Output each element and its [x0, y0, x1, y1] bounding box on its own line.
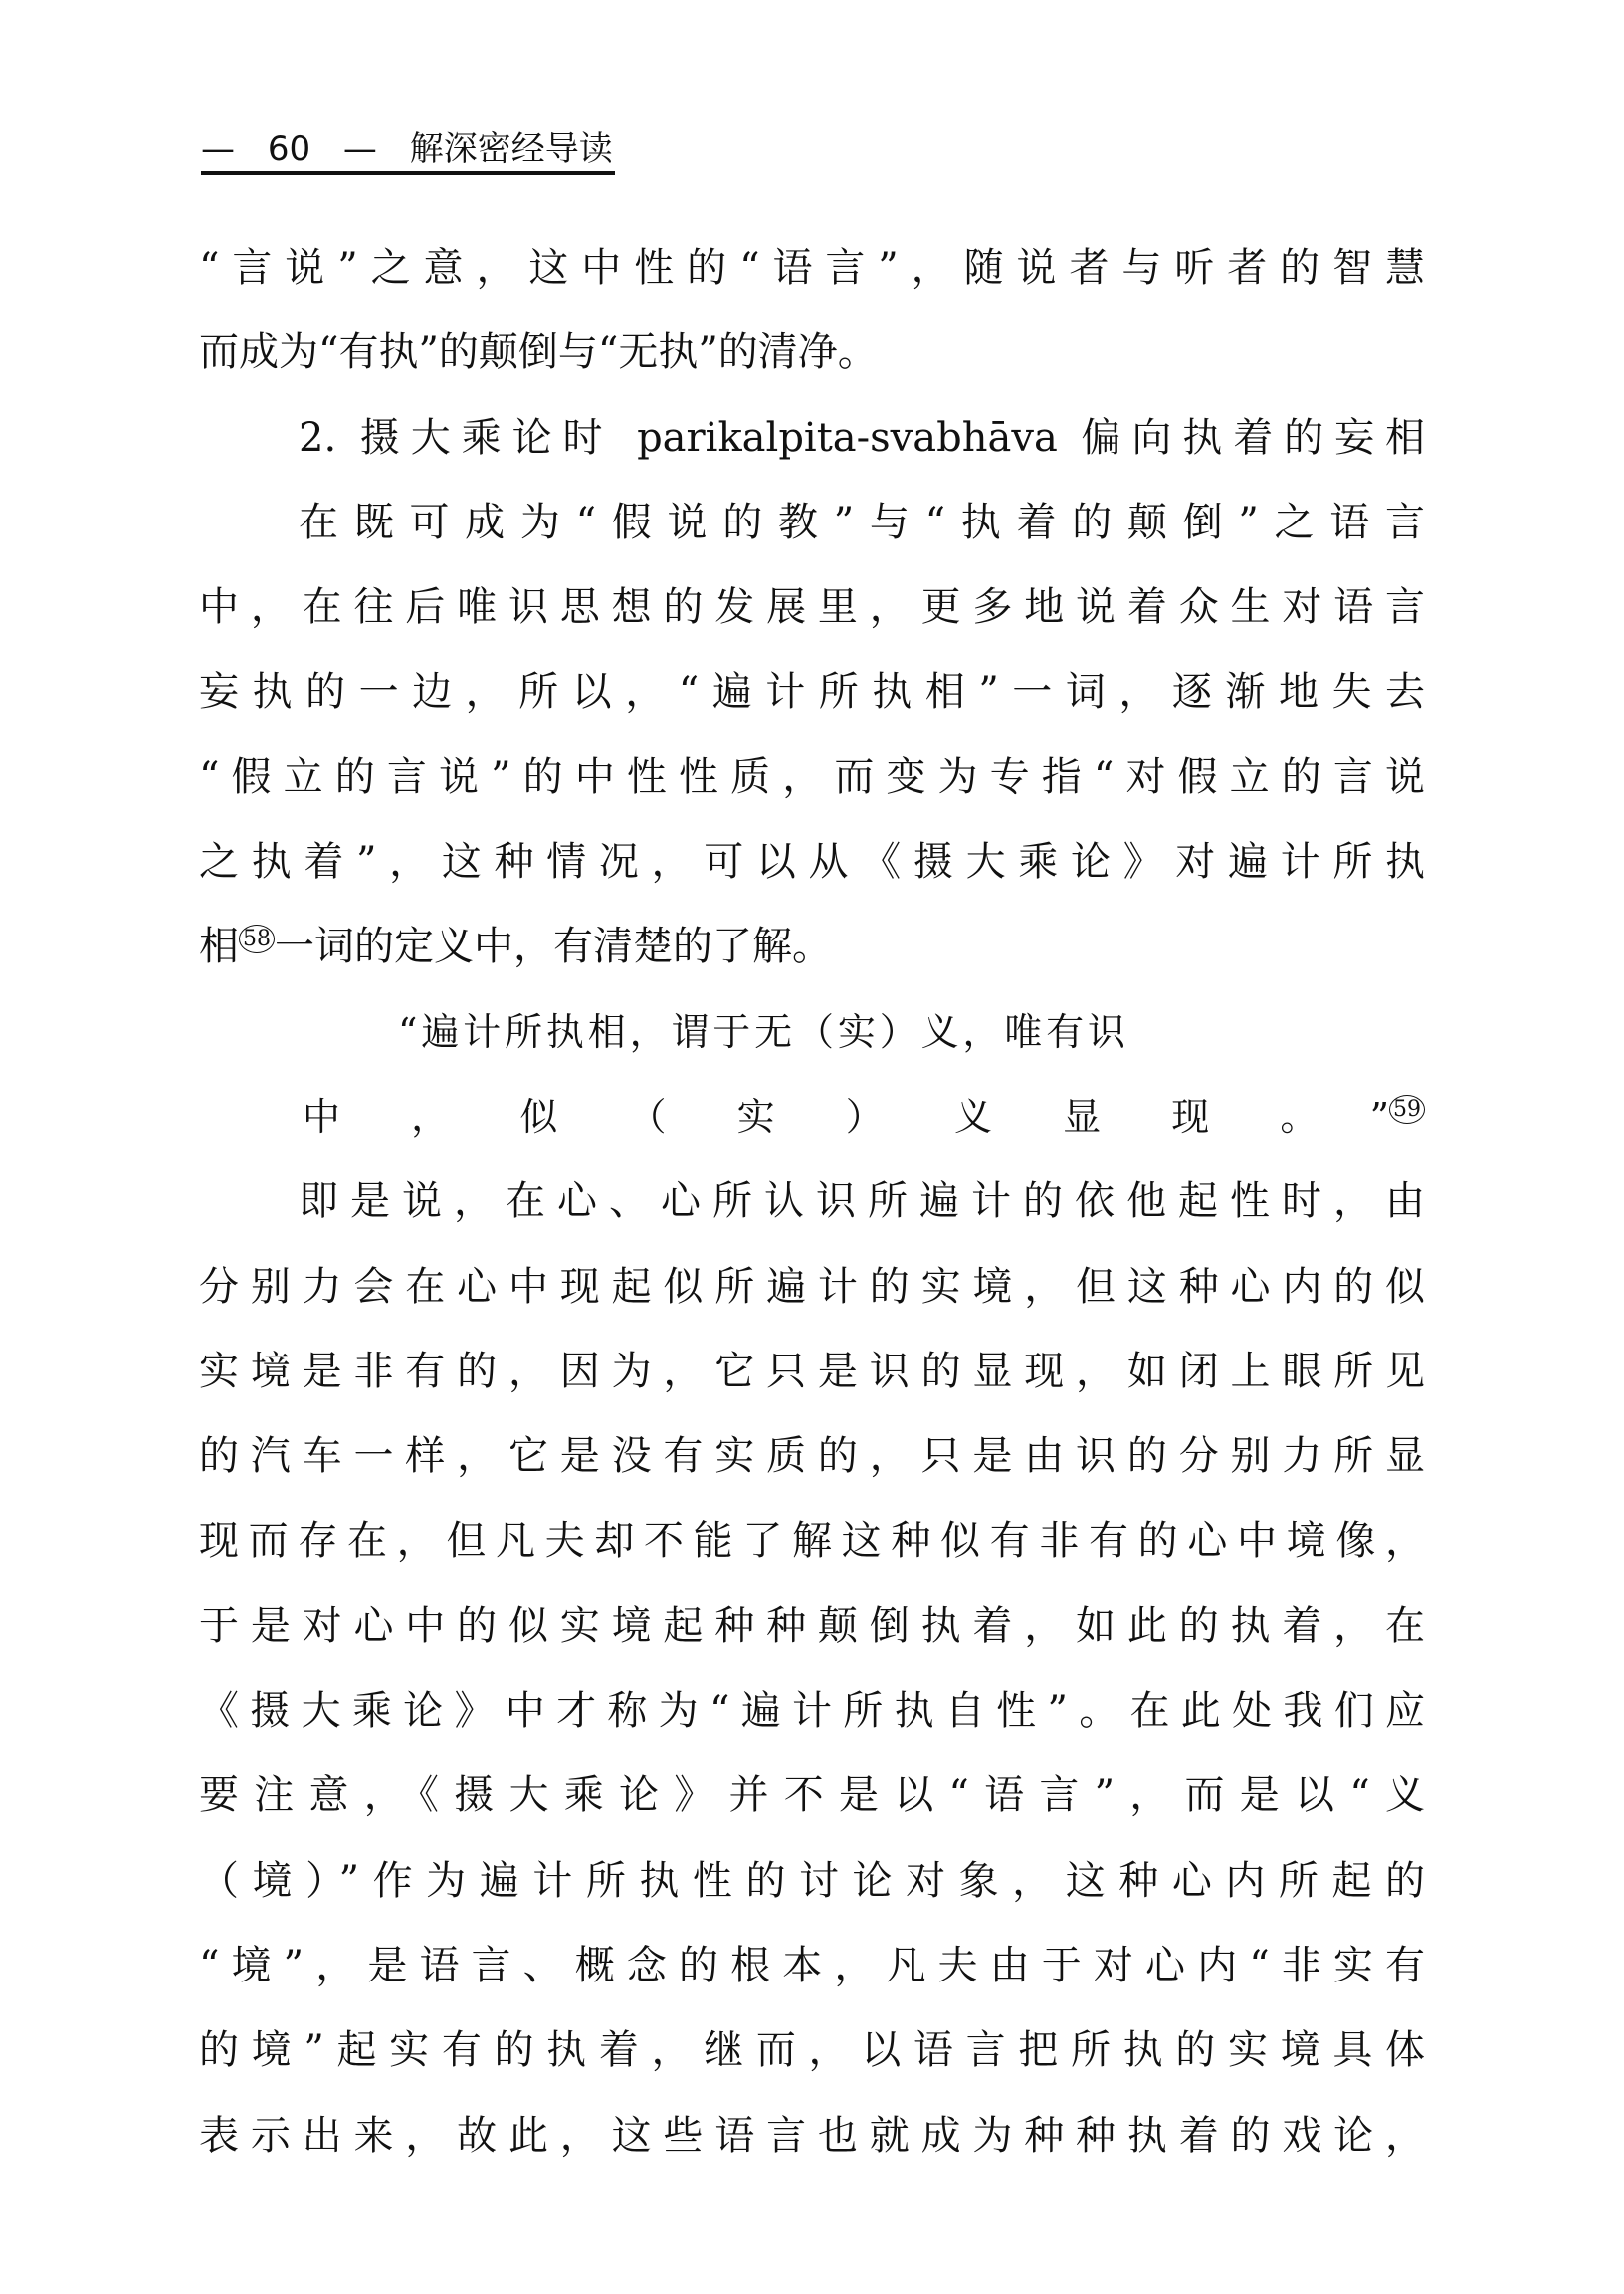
- text-line: [199, 820, 1425, 905]
- line-text: 妄执的一边，所以，“遍计所执相”一词，逐渐地失去: [199, 669, 1425, 716]
- text-line: [199, 1839, 1425, 1924]
- text-line: [199, 311, 1425, 395]
- text-line: [199, 1245, 1425, 1330]
- quotation-line: [199, 990, 1125, 1075]
- page-number: 60: [267, 129, 311, 169]
- line-text: 在既可成为“假说的教”与“执着的颠倒”之语言: [299, 499, 1425, 545]
- text-line: [199, 226, 1425, 311]
- header-dash: —: [201, 129, 235, 169]
- line-text: 而成为“有执”的颠倒与“无执”的清净。: [199, 329, 878, 376]
- text-line: [199, 1669, 1425, 1754]
- body-text: [199, 226, 1425, 2179]
- line-text: “假立的言说”的中性性质，而变为专指“对假立的言说: [199, 753, 1425, 800]
- line-text: 表示出来，故此，这些语言也就成为种种执着的戏论，: [199, 2112, 1425, 2159]
- line-text: 的汽车一样，它是没有实质的，只是由识的分别力所显: [199, 1433, 1425, 1480]
- text-line: [199, 650, 1425, 734]
- text-line: [199, 565, 1425, 650]
- line-text: 中，似（实）义显现。”: [303, 1094, 1389, 1139]
- line-text: 《摄大乘论》中才称为“遍计所执自性”。在此处我们应: [199, 1688, 1425, 1735]
- text-line: [199, 735, 1425, 820]
- text-line: [199, 905, 1425, 989]
- text-line: [199, 1584, 1425, 1669]
- line-text: 一词的定义中，有清楚的了解。: [275, 924, 832, 970]
- line-text: “境”，是语言、概念的根本，凡夫由于对心内“非实有: [199, 1942, 1425, 1988]
- text-line: [199, 1330, 1425, 1414]
- text-line: [199, 1499, 1425, 1583]
- line-text: “言说”之意，这中性的“语言”，随说者与听者的智慧: [199, 245, 1425, 291]
- line-text: 分别力会在心中现起似所遍计的实境，但这种心内的似: [199, 1263, 1425, 1310]
- text-line: [199, 1414, 1425, 1499]
- line-text: “遍计所执相，谓于无（实）义，唯有识: [398, 1009, 1125, 1054]
- footnote-marker[interactable]: 59: [1389, 1095, 1425, 1124]
- text-line: [199, 396, 1425, 481]
- footnote-marker[interactable]: 58: [239, 925, 275, 953]
- line-text: 即是说，在心、心所认识所遍计的依他起性时，由: [299, 1178, 1425, 1225]
- header-dash: —: [342, 129, 377, 169]
- line-text: 相: [199, 924, 239, 970]
- text-line: [199, 1754, 1425, 1838]
- text-line: [199, 1924, 1425, 2008]
- line-text: 2. 摄大乘论时 parikalpita-svabhāva 偏向执着的妄相: [299, 414, 1425, 461]
- line-text: 实境是非有的，因为，它只是识的显现，如闭上眼所见: [199, 1348, 1425, 1394]
- line-text: 现而存在，但凡夫却不能了解这种似有非有的心中境像，: [199, 1518, 1425, 1564]
- line-text: 于是对心中的似实境起种种颠倒执着，如此的执着，在: [199, 1602, 1425, 1649]
- text-line: [199, 2008, 1425, 2093]
- text-line: [199, 2094, 1425, 2179]
- line-text: 要注意，《摄大乘论》并不是以“语言”，而是以“义: [199, 1773, 1425, 1819]
- line-text: （境）”作为遍计所执性的讨论对象，这种心内所起的: [199, 1857, 1425, 1904]
- book-title: 解深密经导读: [409, 129, 613, 169]
- text-line: [199, 481, 1425, 565]
- line-text: 之执着”，这种情况，可以从《摄大乘论》对遍计所执: [199, 839, 1425, 886]
- line-text: 中，在往后唯识思想的发展里，更多地说着众生对语言: [199, 584, 1425, 631]
- running-header: [201, 121, 615, 175]
- line-text: 的境”起实有的执着，继而，以语言把所执的实境具体: [199, 2027, 1425, 2074]
- text-line: [199, 1159, 1425, 1244]
- quotation-line: [199, 1075, 1425, 1159]
